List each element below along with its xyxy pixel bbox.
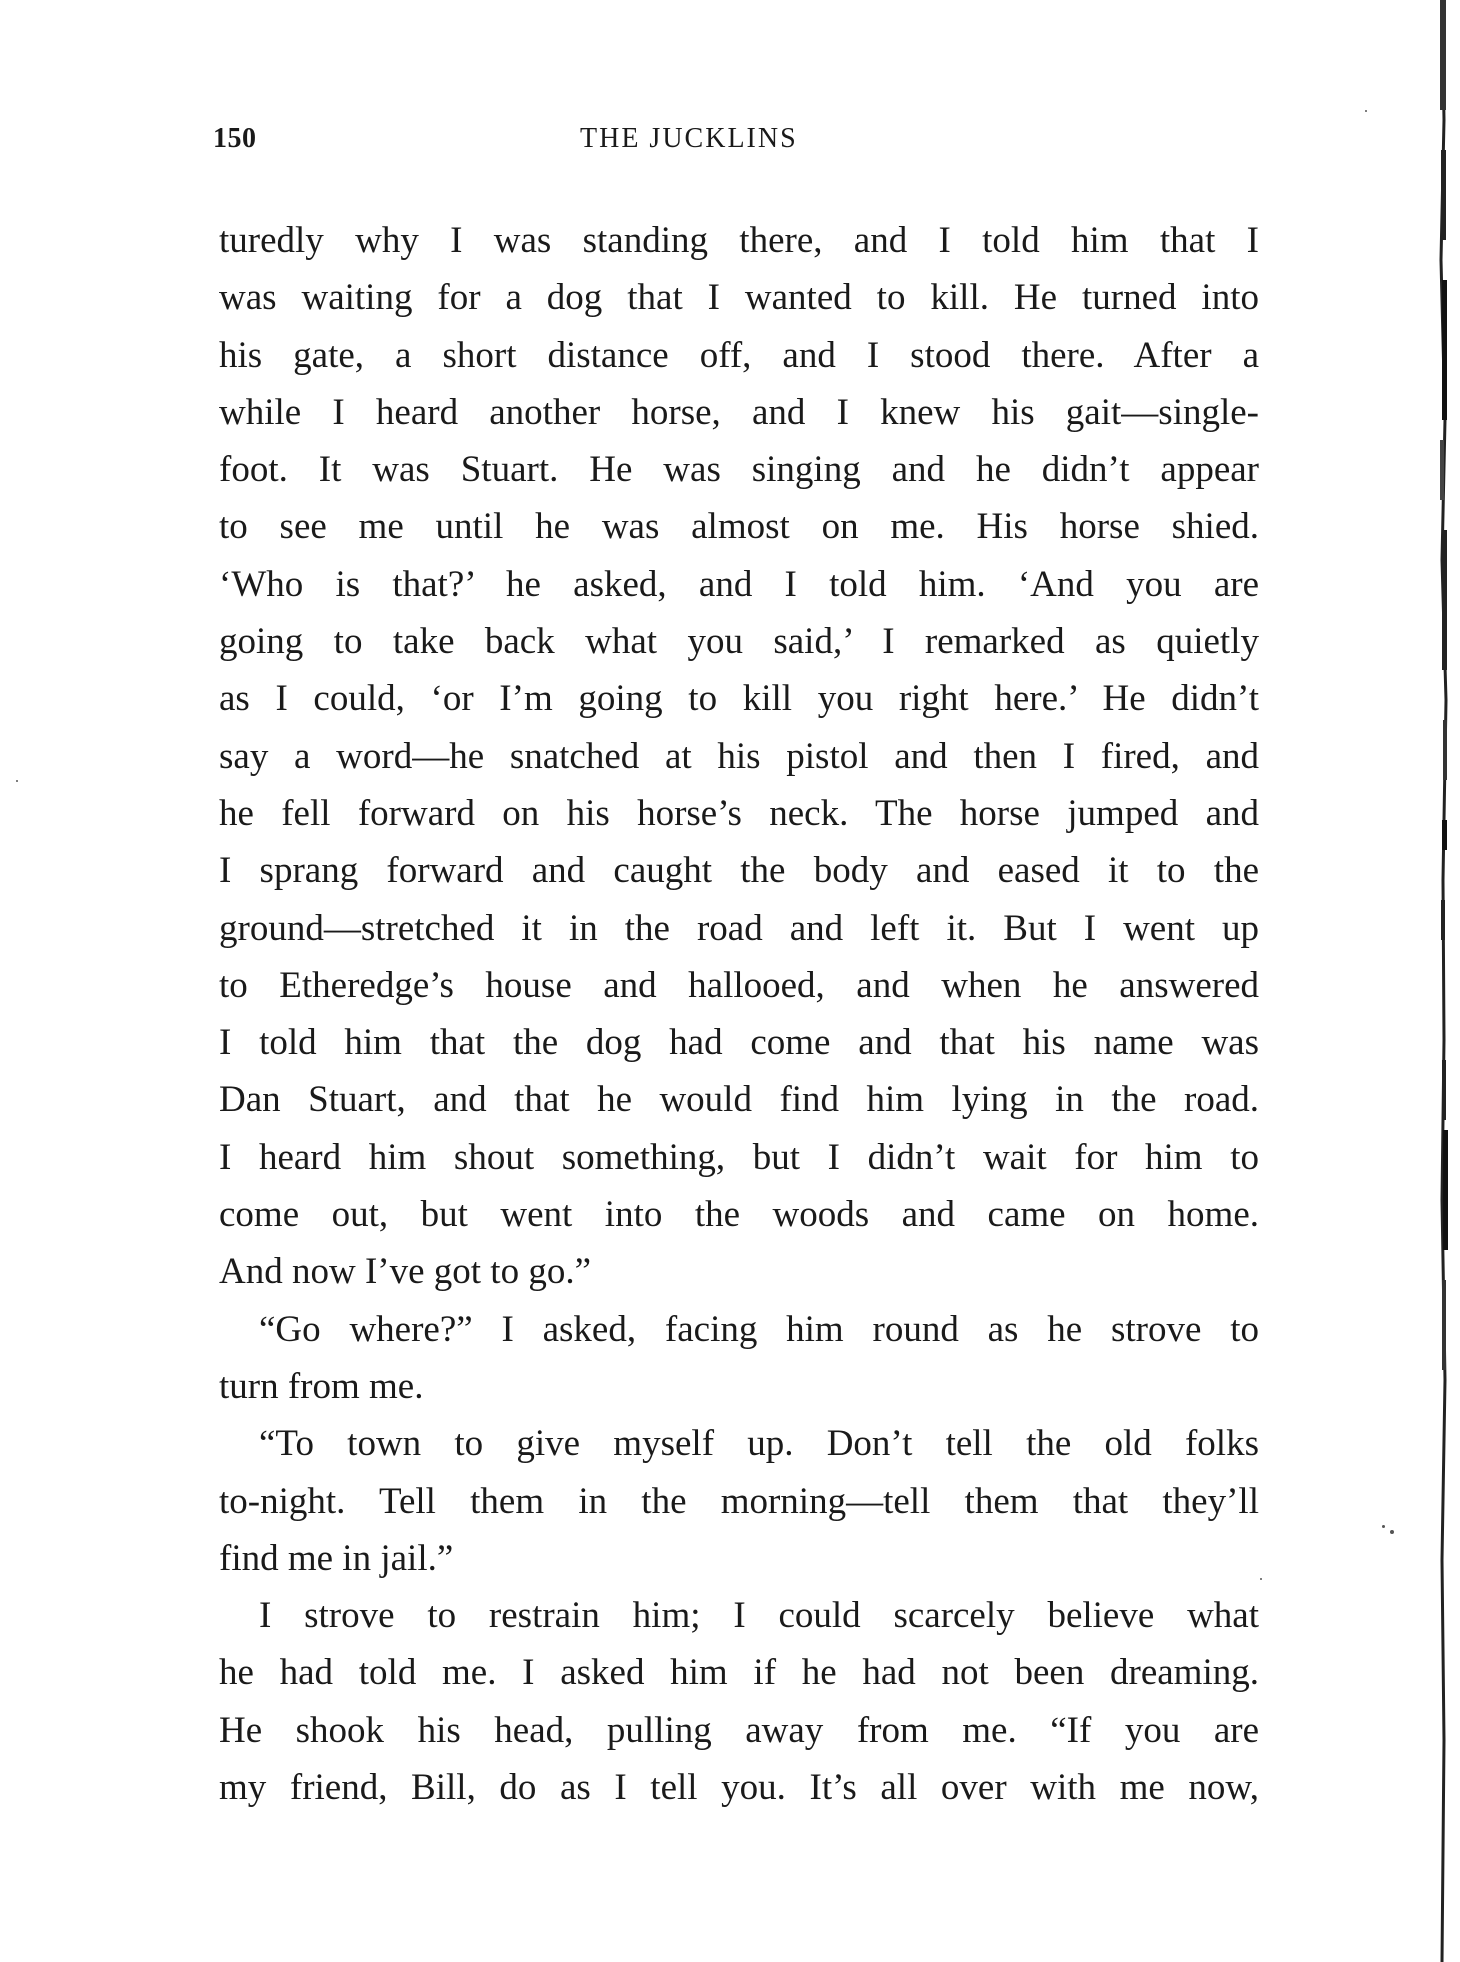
- text-line: turedly why I was standing there, and I told him that I: [219, 220, 1259, 261]
- text-line: say a word—he snatched at his pistol and then I fired, and: [219, 735, 1259, 777]
- scan-speck: [1390, 1530, 1394, 1534]
- text-line: Dan Stuart, and that he would find him lying in the road.: [219, 1079, 1259, 1121]
- text-line: ‘Who is that?’ he asked, and I told him. ‘And you are: [219, 563, 1259, 605]
- text-line: He shook his head, pulling away from me. “If you are: [219, 1709, 1259, 1751]
- text-line: I heard him shout something, but I didn’t wait for him to: [219, 1136, 1259, 1178]
- text-line: ground—stretched it in the road and left it. But I went up: [219, 907, 1259, 949]
- text-line: “To town to give myself up. Don’t tell the old folks: [259, 1423, 1259, 1465]
- scan-speck: [1382, 1525, 1385, 1528]
- text-line: to Etheredge’s house and hallooed, and when he answered: [219, 964, 1259, 1006]
- body-text: [219, 212, 1259, 1816]
- text-line: he had told me. I asked him if he had not been dreaming.: [219, 1652, 1259, 1694]
- scan-speck: [1260, 1578, 1262, 1580]
- text-line: he fell forward on his horse’s neck. The horse jumped and: [219, 792, 1259, 834]
- text-line: going to take back what you said,’ I remarked as quietly: [219, 621, 1259, 663]
- running-head: THE JUCKLINS: [580, 123, 798, 154]
- text-line: to see me until he was almost on me. His horse shied.: [219, 506, 1259, 548]
- text-line: as I could, ‘or I’m going to kill you right here.’ He didn’t: [219, 678, 1259, 720]
- text-line: turn from me.: [219, 1365, 424, 1407]
- text-line: come out, but went into the woods and came on home.: [219, 1194, 1259, 1236]
- scanned-page-edge: [1420, 0, 1460, 1962]
- text-line: I told him that the dog had come and that his name was: [219, 1022, 1259, 1064]
- text-line: his gate, a short distance off, and I stood there. After a: [219, 334, 1259, 376]
- text-line: foot. It was Stuart. He was singing and he didn’t appear: [219, 449, 1259, 491]
- text-line: “Go where?” I asked, facing him round as he strove to: [259, 1308, 1259, 1350]
- text-line: my friend, Bill, do as I tell you. It’s all over with me now,: [219, 1767, 1259, 1809]
- text-line: I strove to restrain him; I could scarcely believe what: [259, 1595, 1259, 1637]
- text-line: to-night. Tell them in the morning—tell them that they’ll: [219, 1480, 1259, 1522]
- scan-speck: [1365, 110, 1367, 112]
- page-number: 150: [213, 123, 257, 154]
- text-line: find me in jail.”: [219, 1537, 454, 1579]
- text-line: And now I’ve got to go.”: [219, 1251, 591, 1293]
- text-line: while I heard another horse, and I knew his gait—single-: [219, 391, 1259, 433]
- text-line: was waiting for a dog that I wanted to kill. He turned into: [219, 277, 1259, 319]
- scan-speck: [16, 780, 18, 782]
- text-line: I sprang forward and caught the body and eased it to the: [219, 850, 1259, 892]
